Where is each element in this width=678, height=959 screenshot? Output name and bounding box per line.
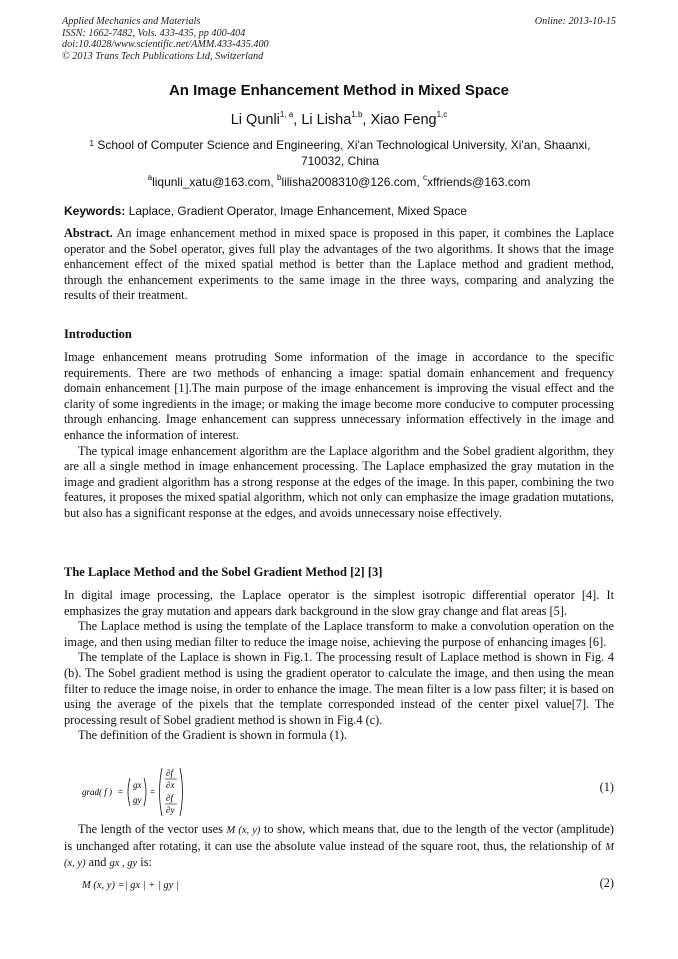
doi-line: doi:10.4028/www.scientific.net/AMM.433-435.400 [62, 39, 269, 51]
email-address: xffriends@163.com [427, 175, 531, 189]
text-run: The length of the vector uses [78, 822, 223, 836]
email-address: lilisha2008310@126.com [281, 175, 417, 189]
inline-math: M (x, y) [226, 825, 261, 836]
left-paren [128, 778, 130, 806]
paragraph [64, 822, 614, 872]
paragraph: The template of the Laplace is shown in Fig.1. The processing result of Laplace method is shown in Fig. 4 (b). The Sobel gradient method is using the gradient operator to calculate the image, and then using the mean filter to reduce the image noise, in order to enhance the image. The mean filter is a low pass filter; it is based on using the average of the pixels that the template corresponded instead of the center pixel value[7]. The processing result of Sobel gradient method is shown in Fig.4 (c). [64, 650, 614, 727]
copyright-line: © 2013 Trans Tech Publications Ltd, Switzerland [62, 50, 264, 62]
author-name: Li Lisha [301, 112, 352, 128]
author-sup: 1,b [351, 110, 363, 119]
inline-math: gx , gy [109, 858, 138, 870]
inline-math: M (x, y) [64, 841, 614, 870]
section-heading-laplace-sobel: The Laplace Method and the Sobel Gradient Method [2] [3] [64, 565, 383, 579]
formula-magnitude: M (x, y) =| gx | + | gy | [82, 880, 179, 891]
author-sup: 1,c [436, 110, 448, 119]
email-sup: c [423, 173, 428, 182]
paragraph: Image enhancement means protruding Some information of the image in accordance to the specific requirements. There are two methods of enhancing a image: spatial domain enhancement and frequency domain enhancement [1].The main purpose of the image enhancement is improving the visual effect and the clarity of some ingredients in the image; or making the image become more conducive to computer processing through enhancing. Image enhancement can suppress unnecessary information effectively in the image and enhance the information of interest. [64, 350, 614, 442]
equation-number: (1) [599, 780, 614, 794]
equation-number: (2) [599, 876, 614, 890]
paper-title: An Image Enhancement Method in Mixed Space [168, 82, 510, 99]
partial-x: ∂x [166, 780, 175, 790]
email-address: liqunli_xatu@163.com [152, 175, 271, 189]
abstract-text: An image enhancement method in mixed space is proposed in this paper, it combines the Laplace operator and the Sobel operator, gives full play the advantages of the two algorithms. It shows that the image enhancement effect of the mixed spatial method is better than the Laplace method and gradient method, through the enhancement experiments to the same image in the three ways, comparing and analyzing the results of their treatment. [64, 226, 614, 303]
paragraph: The Laplace method is using the template of the Laplace transform to make a convolution operation on the image, and then using median filter to reduce the image noise, achieving the purpose of enhancing images [6]. [64, 619, 614, 649]
affiliation-sup: 1 [89, 139, 94, 148]
partial-y: ∂y [166, 805, 175, 815]
text-run: and [88, 855, 107, 870]
right-big-paren [180, 768, 183, 816]
paragraph: The typical image enhancement algorithm are the Laplace algorithm and the Sobel gradient algorithm, they are all a single method in image enhancement processing. The Laplace emphasized the gray mutation in the image and gradient algorithm has a strong response at the edges of the image. In this paper, combining the two features, it proposes the mixed spatial algorithm, which not only can emphasize the image gradation mutations, but also has a significant response at the edges, and avoids unnecessary noise effectively. [64, 443, 614, 520]
partial-f: ∂f [166, 793, 173, 803]
left-big-paren [160, 768, 163, 816]
section2-continued [64, 822, 614, 872]
introduction-body [64, 350, 614, 522]
gx-symbol: gx [133, 780, 142, 790]
email-sup: b [276, 173, 282, 182]
issn-line: ISSN: 1662-7482, Vols. 433-435, pp 400-404 [62, 27, 246, 39]
journal-header [62, 16, 269, 62]
abstract-label: Abstract. [64, 226, 113, 240]
author-name: Xiao Feng [370, 112, 437, 128]
author-name: Li Qunli [230, 112, 280, 128]
formula-lhs: grad( f ) [82, 787, 112, 797]
online-date: Online: 2013-10-15 [534, 16, 616, 27]
abstract [64, 226, 614, 304]
author-sup: 1, a [279, 110, 294, 119]
partial-f: ∂f [166, 768, 173, 778]
affiliation [74, 138, 606, 169]
keywords-label: Keywords: [64, 204, 126, 218]
author-list: Li Qunli$^{1, a}$, Li Lisha$^{1,b}$, Xiao Feng$^{1,c}$ [230, 110, 448, 128]
section-heading-introduction: Introduction [64, 327, 132, 341]
formula-equals: = [150, 787, 156, 797]
section2-body [64, 588, 614, 744]
keywords [64, 204, 467, 218]
gy-symbol: gy [133, 795, 142, 805]
paragraph: The definition of the Gradient is shown in formula (1). [78, 728, 348, 743]
keywords-text: Laplace, Gradient Operator, Image Enhancement, Mixed Space [128, 204, 467, 218]
journal-name: Applied Mechanics and Materials [62, 16, 201, 27]
affiliation-text: School of Computer Science and Engineering, Xi'an Technological University, Xi'an, Shaanxi, 710032, China [97, 138, 591, 168]
formula-gradient [82, 766, 614, 818]
text-run: is: [140, 855, 152, 870]
email-list: $^a$liqunli_xatu@163.com, $^b$lilisha2008310@126.com, $^c$xffriends@163.com [147, 173, 531, 189]
email-sup: a [147, 173, 153, 182]
text-run: to show, which means that, due to the length of the vector (amplitude) is unchanged after rotating, it can use the absolute value instead of the square root, thus, the relationship of [64, 822, 615, 853]
right-paren [144, 778, 146, 806]
formula-equals: = [118, 787, 124, 797]
paragraph: In digital image processing, the Laplace operator is the simplest isotropic differential operator [4]. It emphasizes the gray mutation and appears dark background in the slow gray change and flat areas [5]. [64, 588, 614, 618]
